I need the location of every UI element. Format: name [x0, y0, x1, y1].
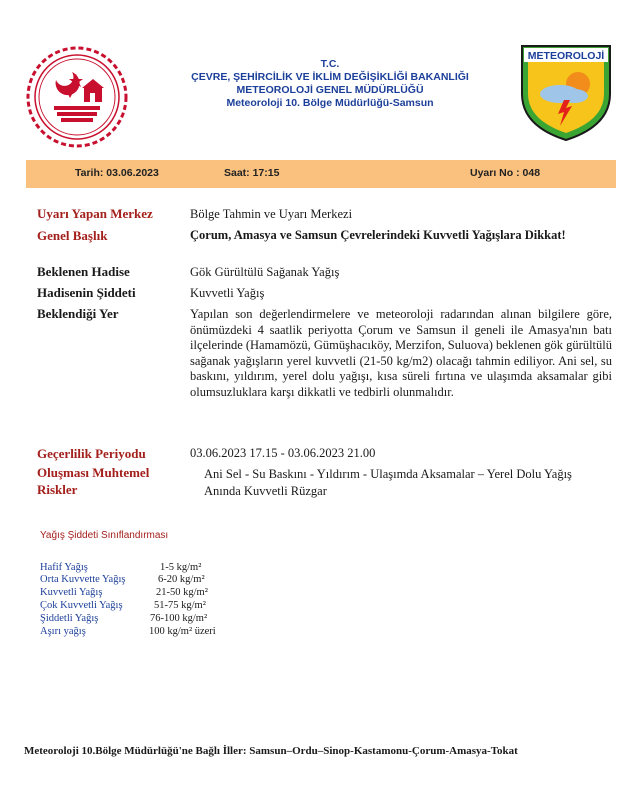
- risks-value: Ani Sel - Su Baskını - Yıldırım - Ulaşımda Aksamalar – Yerel Dolu Yağış Anında Kuvvetli Rüzgar: [204, 467, 572, 498]
- header-line-directorate: METEOROLOJİ GENEL MÜDÜRLÜĞÜ: [236, 84, 424, 96]
- info-bar: [26, 160, 616, 188]
- title-value: Çorum, Amasya ve Samsun Çevrelerindeki Kuvvetli Yağışlara Dikkat!: [190, 228, 566, 242]
- header-line-ministry: ÇEVRE, ŞEHİRCİLİK VE İKLİM DEĞİŞİKLİĞİ BAKANLIĞI: [191, 71, 469, 83]
- location-value: Yapılan son değerlendirmelere ve meteoroloji radarından alınan bilgilere göre, önümüzdeki 4 saatlik periyotta Çorum ve Samsun il geneli ile Amasya'nın batı ilçelerinde (Hamamözü, Gümüşhacıköy, Merzifon, Suluova) beklenen gök gürültülü sağanak yağışların yerel kuvvetli (21-50 kg/m2) olacağı tahmin ediliyor. Ani sel, su baskını, yıldırım, yerel dolu yağışı, kısa süreli fırtına ve ulaşımda aksamalar gibi olumsuzluklara karşı dikkatli ve tedbirli olunmalıdır.: [190, 307, 612, 399]
- classification-row-name: Aşırı yağış: [40, 626, 86, 637]
- date-label: Tarih: 03.06.2023: [75, 167, 159, 179]
- severity-label: Hadisenin Şiddeti: [37, 285, 136, 300]
- event-label: Beklenen Hadise: [37, 264, 130, 279]
- ministry-seal-logo: [26, 46, 128, 148]
- classification-row-value: 6-20 kg/m²: [158, 574, 205, 585]
- meteoroloji-logo: [518, 42, 614, 142]
- header-line-region: Meteoroloji 10. Bölge Müdürlüğü-Samsun: [226, 97, 434, 109]
- header-title-block: [150, 58, 510, 110]
- footer-provinces: Meteoroloji 10.Bölge Müdürlüğü'ne Bağlı İller: Samsun–Ordu–Sinop-Kastamonu-Çorum-Amasya-Tokat: [24, 745, 518, 757]
- validity-label: Geçerlilik Periyodu: [37, 446, 146, 461]
- event-value: Gök Gürültülü Sağanak Yağış: [190, 265, 340, 279]
- classification-row-value: 51-75 kg/m²: [154, 600, 206, 611]
- warning-number-label: Uyarı No : 048: [470, 167, 541, 179]
- severity-value: Kuvvetli Yağış: [190, 286, 265, 300]
- classification-row-name: Kuvvetli Yağış: [40, 587, 103, 598]
- classification-row-name: Orta Kuvvette Yağış: [40, 574, 126, 585]
- validity-value: 03.06.2023 17.15 - 03.06.2023 21.00: [190, 446, 376, 460]
- logo-text: METEOROLOJİ: [527, 50, 605, 62]
- classification-row-name: Hafif Yağış: [40, 562, 88, 573]
- classification-row-name: Çok Kuvvetli Yağış: [40, 600, 123, 611]
- classification-row-value: 1-5 kg/m²: [160, 562, 202, 573]
- risks-label-line2: Riskler: [37, 482, 78, 497]
- location-label: Beklendiği Yer: [37, 306, 119, 321]
- classification-row-value: 21-50 kg/m²: [156, 587, 208, 598]
- center-value: Bölge Tahmin ve Uyarı Merkezi: [190, 207, 353, 221]
- classification-row-value: 76-100 kg/m²: [150, 613, 208, 624]
- header-line-tc: T.C.: [320, 58, 340, 70]
- classification-row-name: Şiddetli Yağış: [40, 613, 99, 624]
- center-label: Uyarı Yapan Merkez: [37, 206, 153, 221]
- classification-title: Yağış Şiddeti Sınıflandırması: [40, 530, 169, 541]
- title-label: Genel Başlık: [37, 228, 108, 243]
- risks-label-line1: Oluşması Muhtemel: [37, 465, 150, 480]
- time-label: Saat: 17:15: [224, 167, 280, 179]
- classification-row-value: 100 kg/m² üzeri: [149, 626, 216, 637]
